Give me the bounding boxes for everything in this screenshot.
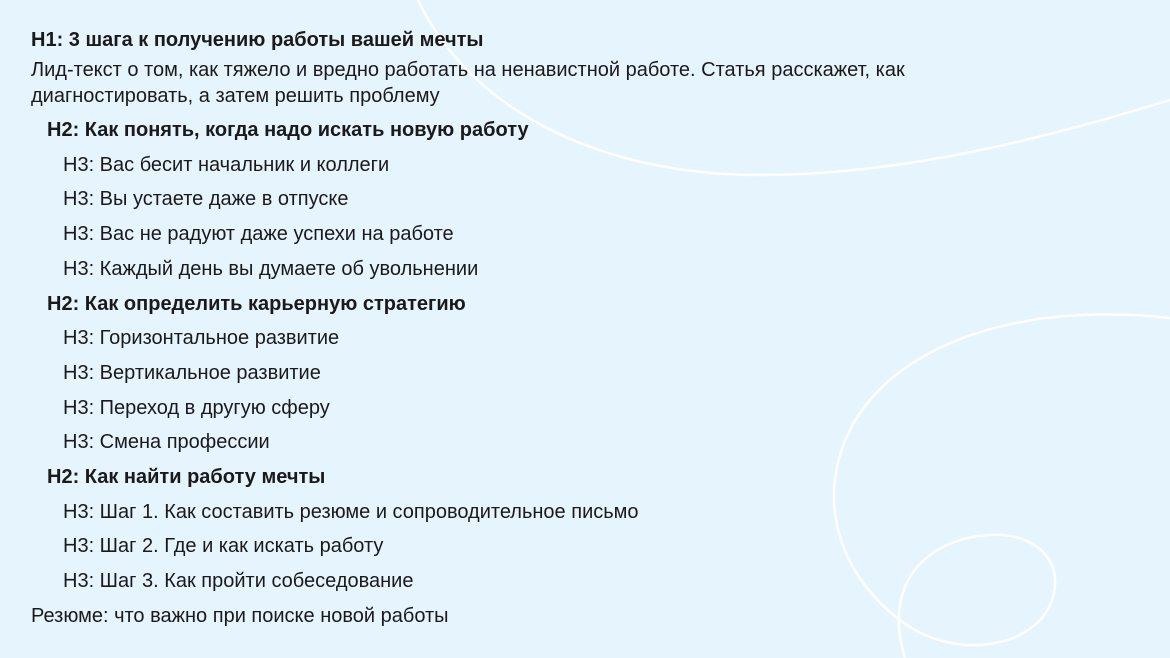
summary-line: Резюме: что важно при поиске новой работы xyxy=(31,604,449,627)
section-2-item-2: H3: Вертикальное развитие xyxy=(63,361,321,384)
section-1-item-3: H3: Вас не радуют даже успехи на работе xyxy=(63,223,454,246)
section-2-item-3: H3: Переход в другую сферу xyxy=(63,396,330,419)
article-outline xyxy=(31,26,1031,634)
section-3-item-2: H3: Шаг 2. Где и как искать работу xyxy=(63,535,384,558)
section-3-h2: H2: Как найти работу мечты xyxy=(47,466,326,489)
section-2-item-4: H3: Смена профессии xyxy=(63,431,270,454)
section-1-item-4: H3: Каждый день вы думаете об увольнении xyxy=(63,257,479,280)
section-1-h2: H2: Как понять, когда надо искать новую работу xyxy=(47,119,529,141)
lead-text: Лид-текст о том, как тяжело и вредно работать на ненавистной работе. Статья расскажет, как диагностировать, а затем решить проблему xyxy=(31,59,905,107)
section-1-item-1: H3: Вас бесит начальник и коллеги xyxy=(63,153,390,176)
section-2-item-1: H3: Горизонтальное развитие xyxy=(63,327,340,350)
section-3-item-1: H3: Шаг 1. Как составить резюме и сопроводительное письмо xyxy=(63,500,639,523)
section-2-h2: H2: Как определить карьерную стратегию xyxy=(47,292,466,315)
outline-h1: H1: 3 шага к получению работы вашей мечты xyxy=(31,29,484,51)
section-3-item-3: H3: Шаг 3. Как пройти собеседование xyxy=(63,570,414,593)
section-1-item-2: H3: Вы устаете даже в отпуске xyxy=(63,188,349,211)
